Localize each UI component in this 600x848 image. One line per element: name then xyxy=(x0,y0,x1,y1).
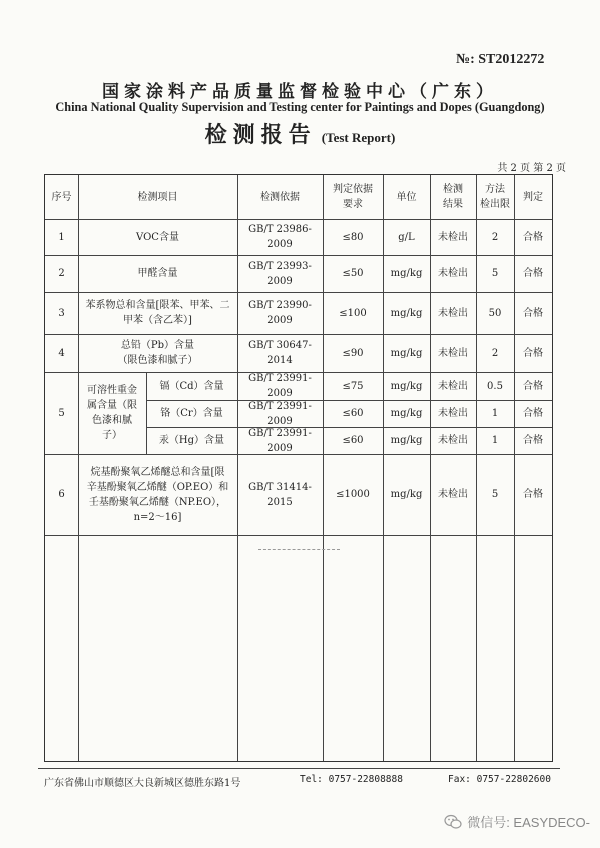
row2-result: 未检出 xyxy=(438,268,468,279)
row5-sub1-verdict: 合格 xyxy=(523,380,543,392)
row5-sub2-verdict: 合格 xyxy=(523,408,543,419)
row1-item: VOC含量 xyxy=(136,231,179,243)
row2-no: 2 xyxy=(58,268,65,279)
report-title-en: (Test Report) xyxy=(321,130,396,145)
row5-item: 可溶性重金属含量（限色漆和腻子） xyxy=(87,385,137,441)
row1-result: 未检出 xyxy=(438,231,468,243)
row1-requirement: ≤80 xyxy=(342,231,364,243)
row5-sub2-result: 未检出 xyxy=(438,408,468,419)
row2-requirement: ≤50 xyxy=(342,268,364,279)
row6-requirement: ≤1000 xyxy=(336,489,370,500)
row3-result: 未检出 xyxy=(438,307,468,319)
end-of-table-mark xyxy=(258,549,340,550)
header-no: 序号 xyxy=(51,191,72,203)
row5-sub2-requirement: ≤60 xyxy=(342,408,364,419)
row5-sub1-basis: GB/T 23991-2009 xyxy=(248,373,312,399)
row6-basis: GB/T 31414-2015 xyxy=(248,481,312,508)
row6-no: 6 xyxy=(58,489,65,500)
row5-sub3-result: 未检出 xyxy=(438,435,468,446)
footer-tel: Tel: 0757-22808888 xyxy=(300,774,403,785)
wechat-icon xyxy=(444,814,462,830)
row3-no: 3 xyxy=(58,307,65,319)
header-result: 检测 结果 xyxy=(443,184,463,210)
row4-no: 4 xyxy=(58,347,65,359)
row3-item: 苯系物总和含量[限苯、甲苯、二甲苯（含乙苯）] xyxy=(85,300,230,326)
results-table xyxy=(44,174,553,762)
row1-unit: g/L xyxy=(398,231,415,243)
row5-sub2-unit: mg/kg xyxy=(390,408,423,419)
wechat-watermark xyxy=(444,812,590,831)
footer-divider xyxy=(38,768,560,769)
row2-verdict: 合格 xyxy=(523,268,543,279)
row4-limit: 2 xyxy=(491,347,499,359)
row5-sub3-limit: 1 xyxy=(491,435,499,446)
row6-result: 未检出 xyxy=(438,489,468,500)
row5-sub2-basis: GB/T 23991-2009 xyxy=(248,400,312,427)
header-unit: 单位 xyxy=(396,191,417,203)
row5-sub1-limit: 0.5 xyxy=(487,380,503,392)
row5-sub3-basis: GB/T 23991-2009 xyxy=(248,427,312,454)
institute-title-cn: 国家涂料产品质量监督检验中心（广东） xyxy=(102,82,498,102)
row4-result: 未检出 xyxy=(438,347,468,359)
row6-verdict: 合格 xyxy=(523,489,543,500)
row5-sub3-verdict: 合格 xyxy=(523,435,543,446)
row1-no: 1 xyxy=(58,231,65,243)
row2-item: 甲醛含量 xyxy=(137,268,178,279)
page-info: 共 2 页 第 2 页 xyxy=(497,163,566,174)
row5-sub3-name: 汞（Hg）含量 xyxy=(158,435,225,446)
row3-basis: GB/T 23990-2009 xyxy=(248,300,312,326)
header-requirement: 判定依据 要求 xyxy=(333,184,373,210)
footer-fax: Fax: 0757-22802600 xyxy=(448,774,551,785)
row4-requirement: ≤90 xyxy=(342,347,364,359)
row4-unit: mg/kg xyxy=(390,347,423,359)
row5-sub1-requirement: ≤75 xyxy=(342,380,364,392)
header-verdict: 判定 xyxy=(523,191,543,203)
row5-sub2-limit: 1 xyxy=(491,408,499,419)
footer-address: 广东省佛山市顺德区大良新城区德胜东路1号 xyxy=(44,778,241,789)
row5-sub1-unit: mg/kg xyxy=(390,380,423,392)
row5-sub3-requirement: ≤60 xyxy=(342,435,364,446)
row4-verdict: 合格 xyxy=(523,347,543,359)
row3-limit: 50 xyxy=(488,307,502,319)
row5-sub2-name: 铬（Cr）含量 xyxy=(160,408,223,419)
row3-verdict: 合格 xyxy=(523,307,543,319)
row3-requirement: ≤100 xyxy=(339,307,367,319)
row6-item: 烷基酚聚氧乙烯醚总和含量[限辛基酚聚氧乙烯醚（OP.EO）和壬基酚聚氧乙烯醚（NP.EO），n=2～16] xyxy=(86,466,229,523)
header-basis: 检测依据 xyxy=(260,191,300,203)
row5-sub1-name: 镉（Cd）含量 xyxy=(159,380,224,392)
row2-limit: 5 xyxy=(491,268,499,279)
row6-unit: mg/kg xyxy=(390,489,423,500)
row6-limit: 5 xyxy=(491,489,499,500)
row5-no: 5 xyxy=(58,407,65,419)
row2-unit: mg/kg xyxy=(390,268,423,279)
row5-sub3-unit: mg/kg xyxy=(390,435,423,446)
report-title-cn: 检测报告 xyxy=(204,122,317,148)
row5-sub1-result: 未检出 xyxy=(438,380,468,392)
institute-title-en: China National Quality Supervision and Testing center for Paintings and Dopes (Guangdong) xyxy=(55,100,545,114)
report-title xyxy=(0,118,600,149)
row3-unit: mg/kg xyxy=(390,307,423,319)
row4-basis: GB/T 30647-2014 xyxy=(248,340,312,366)
report-number: №: ST2012272 xyxy=(456,52,545,67)
header-item: 检测项目 xyxy=(137,191,178,203)
row1-verdict: 合格 xyxy=(523,231,543,243)
header-detection-limit: 方法 检出限 xyxy=(480,184,510,210)
row4-item: 总铅（Pb）含量（限色漆和腻子） xyxy=(117,340,198,366)
row1-basis: GB/T 23986-2009 xyxy=(248,224,312,250)
watermark-text: 微信号: EASYDECO- xyxy=(467,815,590,830)
row1-limit: 2 xyxy=(491,231,499,243)
row2-basis: GB/T 23993-2009 xyxy=(248,260,312,287)
